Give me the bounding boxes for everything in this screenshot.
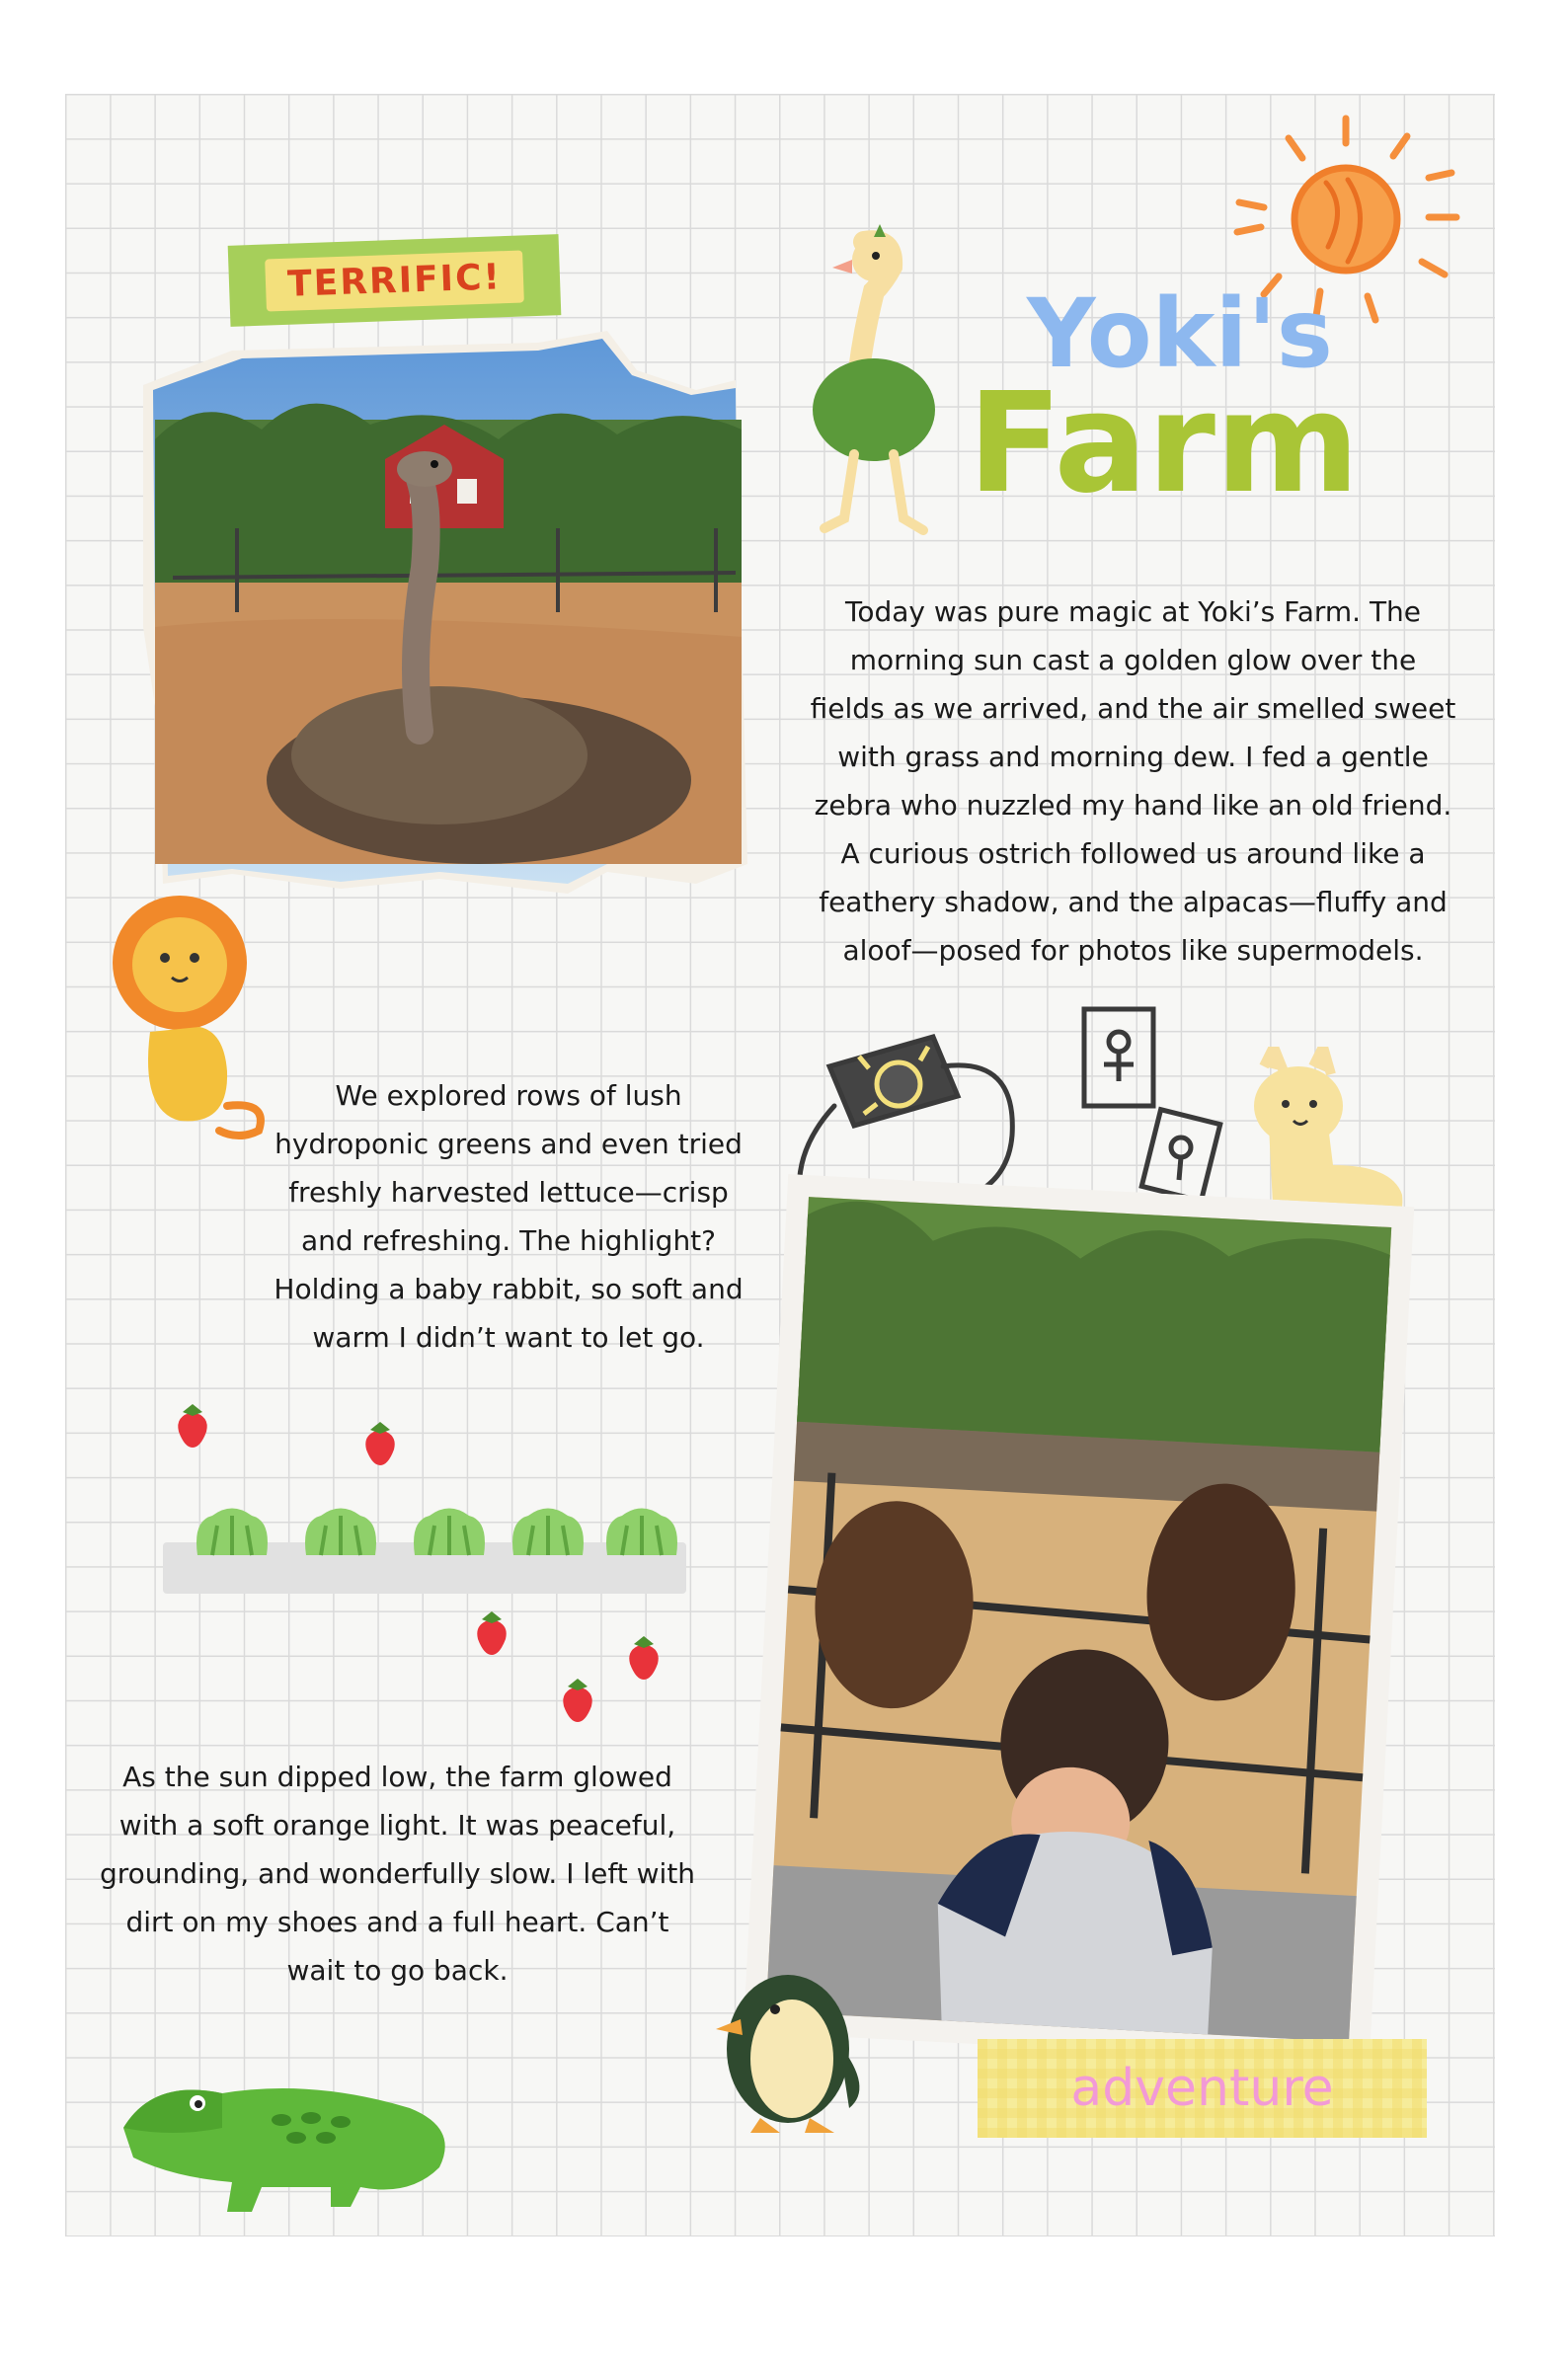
terrific-tape bbox=[228, 234, 562, 327]
strawberry-icon bbox=[360, 1420, 400, 1467]
lion-sticker-icon bbox=[111, 884, 269, 1150]
paragraph-2: We explored rows of lush hydroponic greens and even tried freshly harvested lettuce—crisp and refreshing. The highlight? Holding a baby rabbit, so soft and warm I didn’t want to let go. bbox=[274, 1079, 744, 1354]
lettuce-icon bbox=[410, 1501, 489, 1560]
adventure-tape bbox=[978, 2039, 1427, 2138]
crocodile-sticker-icon bbox=[114, 2059, 459, 2222]
farm-title bbox=[968, 278, 1382, 524]
lettuce-icon bbox=[602, 1501, 681, 1560]
terrific-label: TERRIFIC! bbox=[286, 256, 503, 305]
paragraph-1: Today was pure magic at Yoki’s Farm. The morning sun cast a golden glow over the fields as we arrived, and the air smelled sweet with grass and morning dew. I fed a gentle zebra who nuzzled my hand like an old friend. A curious ostrich followed us around like a feathery shadow, and the alpacas—fluffy and aloof—posed for photos like supermodels. bbox=[810, 595, 1456, 967]
pony-photo bbox=[744, 1174, 1415, 2065]
picture-frame-doodle-icon bbox=[1076, 997, 1224, 1215]
title-line1: Yoki's bbox=[1027, 278, 1333, 389]
lettuce-icon bbox=[301, 1501, 380, 1560]
strawberry-icon bbox=[624, 1634, 664, 1682]
adventure-label: adventure bbox=[1070, 2059, 1334, 2118]
ostrich-sticker-icon bbox=[795, 222, 953, 538]
strawberry-icon bbox=[472, 1609, 511, 1657]
lettuce-row bbox=[163, 1501, 686, 1595]
penguin-sticker-icon bbox=[701, 1950, 874, 2138]
ostrich-photo bbox=[143, 331, 770, 899]
lettuce-icon bbox=[193, 1501, 272, 1560]
strawberry-icon bbox=[173, 1402, 212, 1450]
paragraph-3: As the sun dipped low, the farm glowed with a soft orange light. It was peaceful, grounding, and wonderfully slow. I left with dirt on my shoes and a full heart. Can’t wait to go back. bbox=[99, 1761, 696, 1987]
strawberry-icon bbox=[558, 1677, 597, 1724]
title-line2: Farm bbox=[968, 363, 1360, 524]
lettuce-icon bbox=[509, 1501, 588, 1560]
